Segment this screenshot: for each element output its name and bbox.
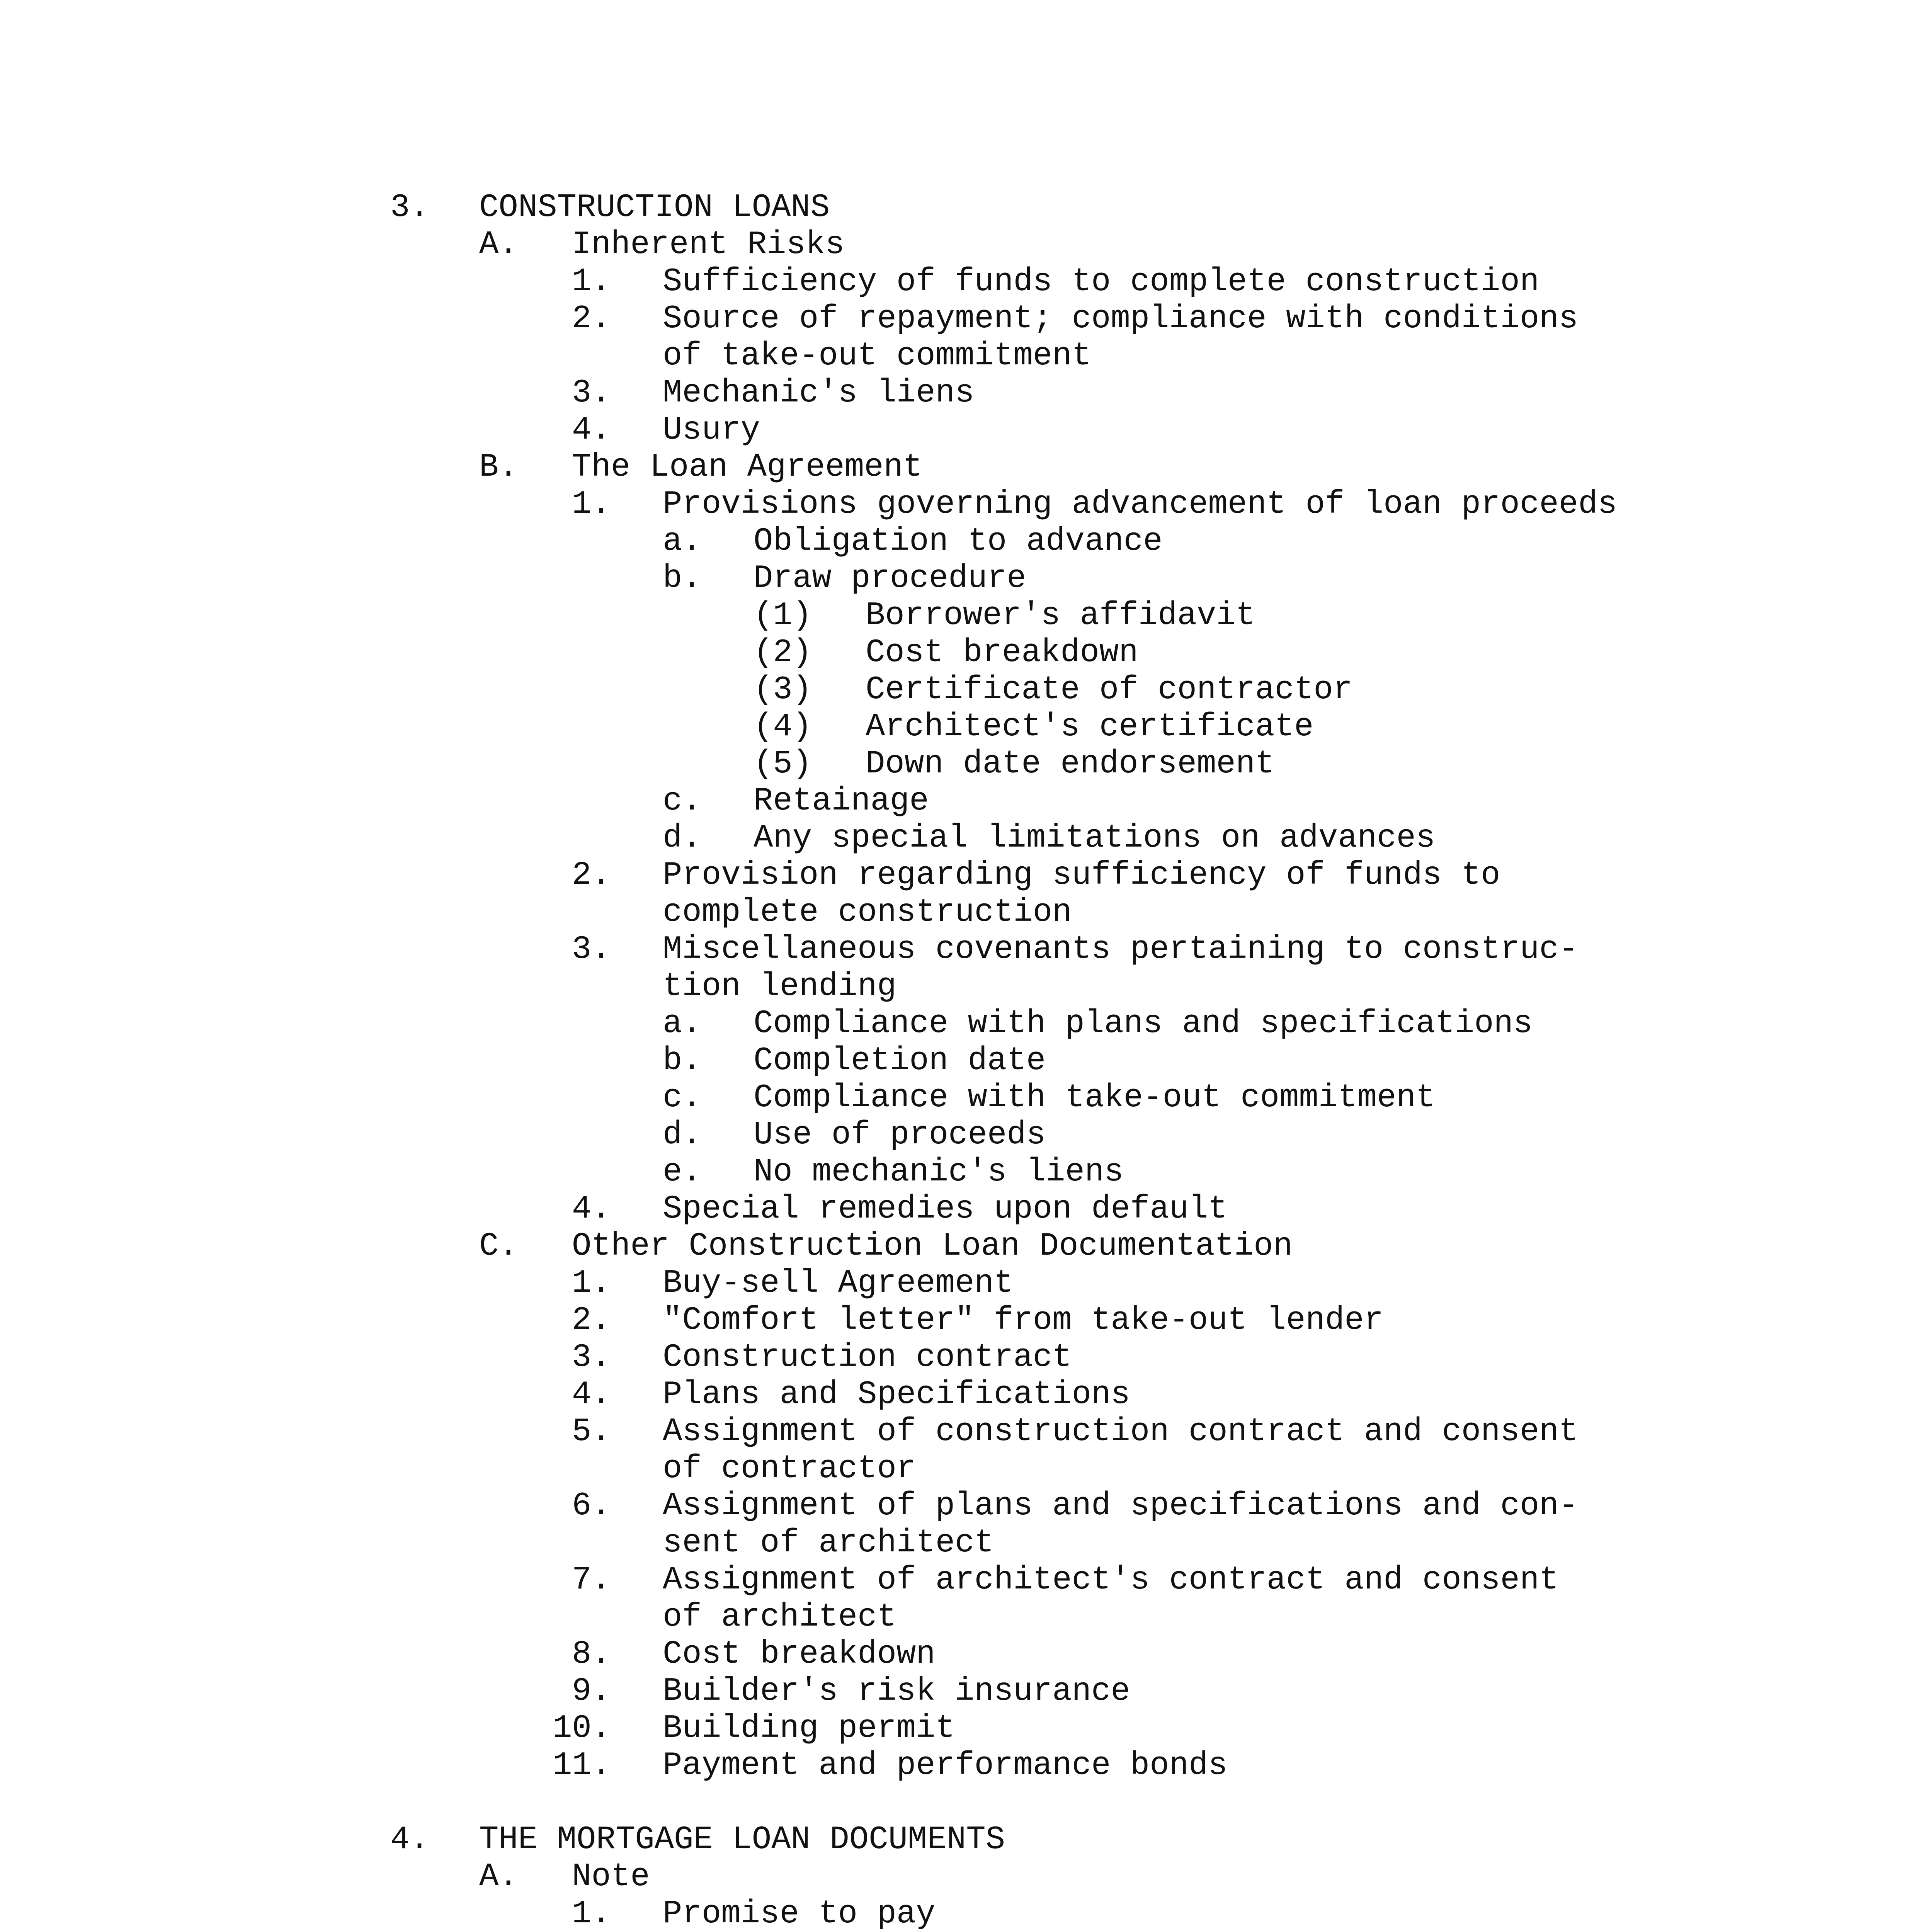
item-text: Cost breakdown [663,1636,936,1673]
subitem-text: Draw procedure [754,560,1026,597]
item-number: 2. [572,857,611,894]
item-text: Source of repayment; compliance with conditions [663,301,1579,337]
item-number: 1. [572,1896,611,1932]
item-text: Construction contract [663,1339,1072,1376]
item-text: Special remedies upon default [663,1191,1228,1228]
item-text: Miscellaneous covenants pertaining to construc- [663,931,1579,968]
subitem-text: Use of proceeds [754,1117,1046,1153]
subsubitem-number: (5) [754,746,812,782]
subitem-text: Any special limitations on advances [754,820,1436,857]
subitem-letter: d. [663,820,702,857]
subsubitem-text: Certificate of contractor [866,672,1353,708]
part-letter: A. [479,226,518,263]
item-number: 8. [572,1636,611,1673]
item-number: 2. [572,1302,611,1339]
item-text: of contractor [663,1451,916,1487]
item-number: 7. [572,1562,611,1599]
item-number: 4. [572,412,611,449]
subitem-text: Compliance with take-out commitment [754,1080,1436,1116]
subitem-letter: c. [663,783,702,820]
item-text: Usury [663,412,760,449]
item-text: Payment and performance bonds [663,1747,1228,1784]
item-text: Sufficiency of funds to complete construction [663,264,1539,300]
item-text: Mechanic's liens [663,375,975,412]
item-number: 3. [572,931,611,968]
subitem-letter: d. [663,1117,702,1153]
item-text: complete construction [663,894,1072,931]
item-number: 4. [572,1191,611,1228]
subitem-text: No mechanic's liens [754,1154,1124,1190]
part-title: Other Construction Loan Documentation [572,1228,1293,1265]
item-number: 11. [553,1747,611,1784]
subsubitem-number: (4) [754,709,812,745]
subitem-letter: c. [663,1080,702,1116]
subitem-letter: b. [663,1043,702,1079]
item-text: of architect [663,1599,896,1636]
item-text: Assignment of plans and specifications and con- [663,1488,1579,1524]
subitem-letter: b. [663,560,702,597]
subsubitem-number: (2) [754,634,812,671]
subitem-letter: a. [663,523,702,560]
item-text: Plans and Specifications [663,1376,1130,1413]
item-number: 5. [572,1413,611,1450]
subitem-letter: a. [663,1005,702,1042]
item-text: Assignment of construction contract and consent [663,1413,1579,1450]
section-number: 3. [390,189,429,226]
item-text: Promise to pay [663,1896,936,1932]
part-title: The Loan Agreement [572,449,923,486]
subitem-text: Retainage [754,783,929,820]
item-text: Building permit [663,1710,955,1747]
section-title: CONSTRUCTION LOANS [479,189,830,226]
item-number: 10. [553,1710,611,1747]
subsubitem-text: Down date endorsement [866,746,1275,782]
subsubitem-text: Cost breakdown [866,634,1138,671]
item-number: 3. [572,375,611,412]
item-text: Buy-sell Agreement [663,1265,1014,1302]
item-text: Builder's risk insurance [663,1673,1130,1710]
section-title: THE MORTGAGE LOAN DOCUMENTS [479,1821,1005,1858]
item-text: Provisions governing advancement of loan proceeds [663,486,1618,523]
item-number: 4. [572,1376,611,1413]
part-letter: A. [479,1859,518,1895]
subsubitem-text: Borrower's affidavit [866,597,1255,634]
subsubitem-number: (1) [754,597,812,634]
item-number: 1. [572,486,611,523]
section-number: 4. [390,1821,429,1858]
part-letter: B. [479,449,518,486]
subitem-letter: e. [663,1154,702,1190]
subitem-text: Obligation to advance [754,523,1163,560]
part-letter: C. [479,1228,518,1265]
item-number: 1. [572,264,611,300]
item-number: 6. [572,1488,611,1524]
item-text: sent of architect [663,1525,994,1561]
subsubitem-text: Architect's certificate [866,709,1314,745]
item-text: Provision regarding sufficiency of funds to [663,857,1500,894]
item-text: of take-out commitment [663,338,1091,374]
subitem-text: Compliance with plans and specifications [754,1005,1533,1042]
subitem-text: Completion date [754,1043,1046,1079]
item-text: Assignment of architect's contract and consent [663,1562,1559,1599]
item-number: 2. [572,301,611,337]
item-number: 3. [572,1339,611,1376]
part-title: Inherent Risks [572,226,845,263]
item-text: tion lending [663,968,896,1005]
part-title: Note [572,1859,650,1895]
item-number: 1. [572,1265,611,1302]
item-text: "Comfort letter" from take-out lender [663,1302,1384,1339]
item-number: 9. [572,1673,611,1710]
subsubitem-number: (3) [754,672,812,708]
